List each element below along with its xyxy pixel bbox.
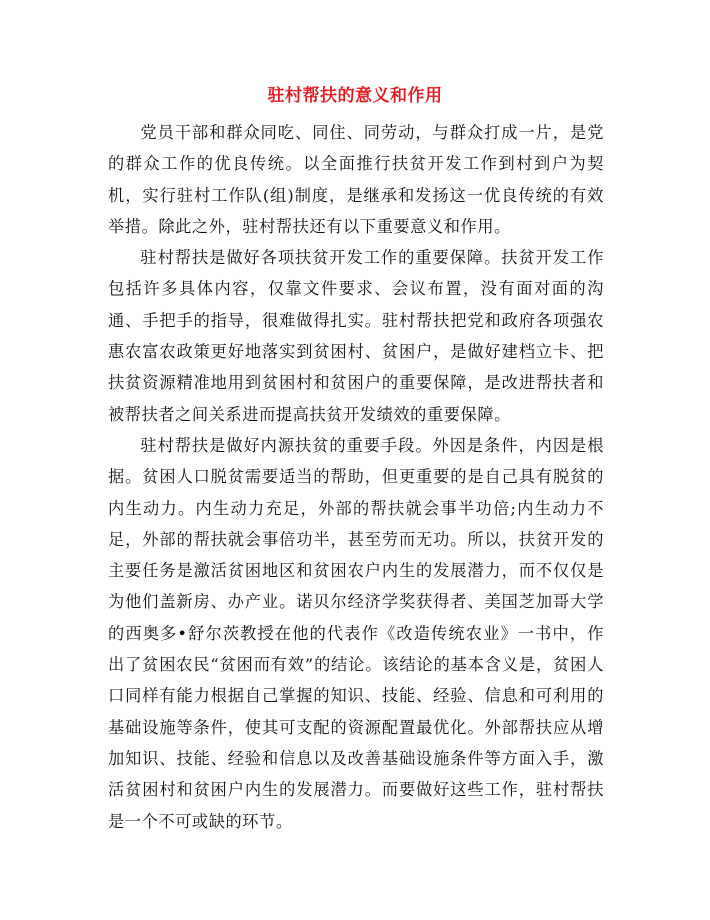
paragraph-3: 驻村帮扶是做好内源扶贫的重要手段。外因是条件，内因是根据。贫困人口脱贫需要适当的帮助，但更重要的是自己具有脱贫的内生动力。内生动力充足，外部的帮扶就会事半功倍;内生动力不足，外部的帮扶就会事倍功半，甚至劳而无功。所以，扶贫开发的主要任务是激活贫困地区和贫困农户内生的发展潜力，而不仅仅是为他们盖新房、办产业。诺贝尔经济学奖获得者、美国芝加哥大学的西奥多•舒尔茨教授在他的代表作《改造传统农业》一书中，作出了贫困农民“贫困而有效”的结论。该结论的基本含义是，贫困人口同样有能力根据自己掌握的知识、技能、经验、信息和可利用的基础设施等条件，使其可支配的资源配置最优化。外部帮扶应从增加知识、技能、经验和信息以及改善基础设施条件等方面入手，激活贫困村和贫困户内生的发展潜力。而要做好这些工作，驻村帮扶是一个不可或缺的环节。 — [108, 435, 604, 831]
paragraph-2: 驻村帮扶是做好各项扶贫开发工作的重要保障。扶贫开发工作包括许多具体内容，仅靠文件要求、会议布置，没有面对面的沟通、手把手的指导，很难做得扎实。驻村帮扶把党和政府各项强农惠农富农政策更好地落实到贫困村、贫困户，是做好建档立卡、把扶贫资源精准地用到贫困村和贫困户的重要保障，是改进帮扶者和被帮扶者之间关系进而提高扶贫开发绩效的重要保障。 — [108, 248, 604, 424]
document-title: 驻村帮扶的意义和作用 — [267, 86, 443, 106]
paragraph-1: 党员干部和群众同吃、同住、同劳动，与群众打成一片，是党的群众工作的优良传统。以全面推行扶贫开发工作到村到户为契机，实行驻村工作队(组)制度，是继承和发扬这一优良传统的有效举措。除此之外，驻村帮扶还有以下重要意义和作用。 — [108, 123, 604, 236]
document-body — [108, 117, 604, 837]
